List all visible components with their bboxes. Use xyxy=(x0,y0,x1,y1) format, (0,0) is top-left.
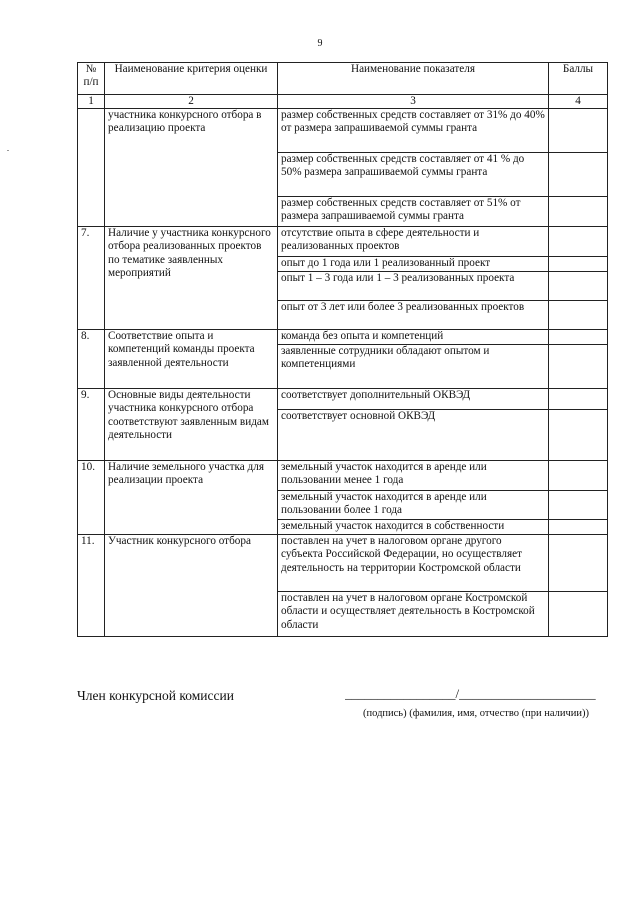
score-cell xyxy=(549,227,608,257)
indicator: размер собственных средств составляет от 31% до 40% от размера запрашиваемой суммы гранта xyxy=(278,109,549,153)
score-cell xyxy=(549,389,608,410)
column-number-row xyxy=(78,95,608,109)
indicator: опыт от 3 лет или более 3 реализованных проектов xyxy=(278,301,549,330)
page-number: 9 xyxy=(317,38,323,49)
indicator: размер собственных средств составляет от 51% от размера запрашиваемой суммы гранта xyxy=(278,197,549,227)
criterion-name: Наличие земельного участка для реализации проекта xyxy=(105,461,278,535)
criterion-name: Основные виды деятельности участника конкурсного отбора соответствуют заявленным видам деятельности xyxy=(105,389,278,461)
col-number-3: 3 xyxy=(278,95,549,109)
score-cell xyxy=(549,257,608,272)
signature-caption: (подпись) (фамилия, имя, отчество (при наличии)) xyxy=(363,708,589,719)
table-row xyxy=(78,109,608,153)
score-cell xyxy=(549,153,608,197)
row-number: 8. xyxy=(78,330,105,389)
indicator: заявленные сотрудники обладают опытом и компетенциями xyxy=(278,345,549,389)
score-cell xyxy=(549,345,608,389)
indicator: команда без опыта и компетенций xyxy=(278,330,549,345)
score-cell xyxy=(549,410,608,461)
criterion-name: Участник конкурсного отбора xyxy=(105,535,278,637)
score-cell xyxy=(549,491,608,520)
row-number: 10. xyxy=(78,461,105,535)
score-cell xyxy=(549,520,608,535)
criteria-table xyxy=(77,62,608,637)
row-number: 9. xyxy=(78,389,105,461)
indicator: опыт 1 – 3 года или 1 – 3 реализованных проекта xyxy=(278,272,549,301)
indicator: земельный участок находится в аренде или пользовании менее 1 года xyxy=(278,461,549,491)
score-cell xyxy=(549,272,608,301)
row-number: 11. xyxy=(78,535,105,637)
criterion-name: участника конкурсного отбора в реализацию проекта xyxy=(105,109,278,227)
table-row xyxy=(78,461,608,491)
signature-label: Член конкурсной комиссии xyxy=(77,688,234,703)
indicator: размер собственных средств составляет от 41 % до 50% размера запрашиваемой суммы гранта xyxy=(278,153,549,197)
header-row xyxy=(78,63,608,95)
indicator: земельный участок находится в аренде или пользовании более 1 года xyxy=(278,491,549,520)
signature-line: _________________/_____________________ xyxy=(345,686,596,701)
row-number: 7. xyxy=(78,227,105,330)
row-number xyxy=(78,109,105,227)
col-number-4: 4 xyxy=(549,95,608,109)
score-cell xyxy=(549,592,608,637)
header-score: Баллы xyxy=(549,63,608,95)
header-num: № п/п xyxy=(78,63,105,95)
score-cell xyxy=(549,109,608,153)
header-criterion: Наименование критерия оценки xyxy=(105,63,278,95)
table-row xyxy=(78,330,608,345)
table-row xyxy=(78,389,608,410)
score-cell xyxy=(549,197,608,227)
indicator: поставлен на учет в налоговом органе другого субъекта Российской Федерации, но осуществляет деятельность на территории Костромской области xyxy=(278,535,549,592)
header-indicator: Наименование показателя xyxy=(278,63,549,95)
criterion-name: Соответствие опыта и компетенций команды проекта заявленной деятельности xyxy=(105,330,278,389)
col-number-2: 2 xyxy=(105,95,278,109)
indicator: земельный участок находится в собственности xyxy=(278,520,549,535)
col-number-1: 1 xyxy=(78,95,105,109)
indicator: опыт до 1 года или 1 реализованный проект xyxy=(278,257,549,272)
indicator: отсутствие опыта в сфере деятельности и реализованных проектов xyxy=(278,227,549,257)
criterion-name: Наличие у участника конкурсного отбора реализованных проектов по тематике заявленных мероприятий xyxy=(105,227,278,330)
score-cell xyxy=(549,301,608,330)
scan-mark xyxy=(7,150,9,151)
score-cell xyxy=(549,330,608,345)
indicator: поставлен на учет в налоговом органе Костромской области и осуществляет деятельность в Костромской области xyxy=(278,592,549,637)
score-cell xyxy=(549,461,608,491)
indicator: соответствует дополнительный ОКВЭД xyxy=(278,389,549,410)
score-cell xyxy=(549,535,608,592)
table-row xyxy=(78,535,608,592)
table-row xyxy=(78,227,608,257)
indicator: соответствует основной ОКВЭД xyxy=(278,410,549,461)
